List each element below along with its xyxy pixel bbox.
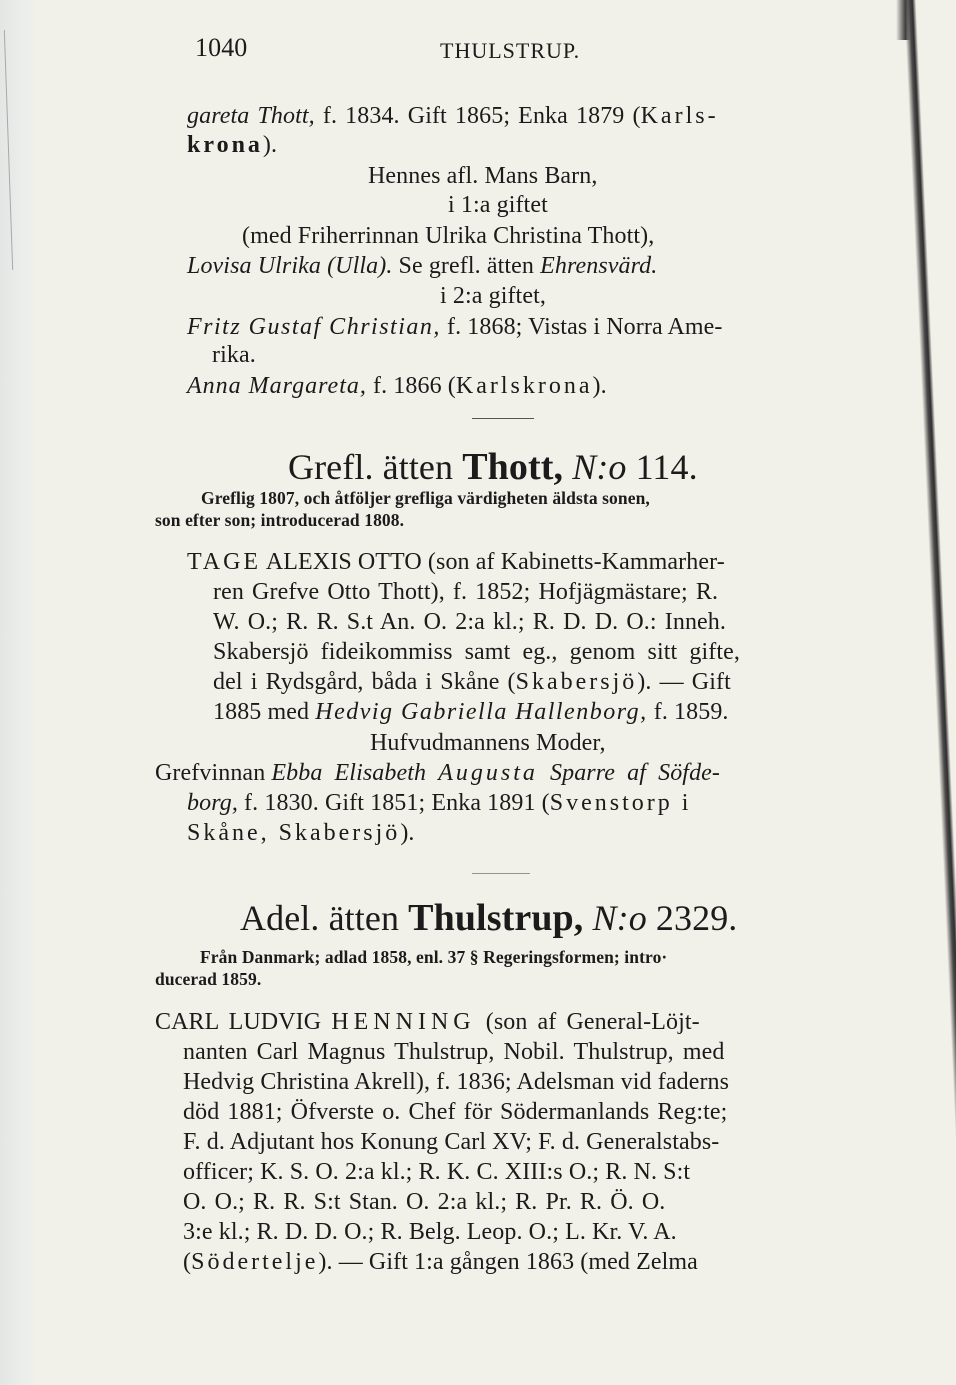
child-entry-cont: rika. [212,342,256,368]
head-entry-line: död 1881; Öfverste o. Chef för Södermanlands Reg:te; [183,1099,728,1125]
family-heading: Grefl. ätten Thott, N:o 114. [288,446,698,488]
text-line: gareta Thott, f. 1834. Gift 1865; Enka 1879 (Karls- [187,103,719,129]
text-line: krona). [187,132,278,158]
section-divider [472,418,534,419]
head-entry-line: officer; K. S. O. 2:a kl.; R. K. C. XIII:s O.; R. N. S:t [183,1159,691,1185]
head-entry-line: del i Rydsgård, båda i Skåne (Skabersjö). — Gift [213,669,731,695]
spouse-line: (med Friherrinnan Ulrika Christina Thott), [242,223,655,249]
head-entry-line: ren Grefve Otto Thott), f. 1852; Hofjägmästare; R. [213,579,719,605]
head-entry-line: nanten Carl Magnus Thulstrup, Nobil. Thulstrup, med [183,1039,725,1065]
family-intro-line: Från Danmark; adlad 1858, enl. 37 § Regeringsformen; intro· [200,947,668,967]
head-entry-line: O. O.; R. R. S:t Stan. O. 2:a kl.; R. Pr. R. Ö. O. [183,1189,666,1215]
child-entry: Lovisa Ulrika (Ulla). Se grefl. ätten Ehrensvärd. [187,253,658,279]
mother-heading: Hufvudmannens Moder, [370,730,606,756]
children-heading: Hennes afl. Mans Barn, [368,163,598,189]
section-divider [472,873,530,874]
mother-entry-line: borg, f. 1830. Gift 1851; Enka 1891 (Svenstorp i [187,790,692,816]
marriage-label: i 2:a giftet, [440,283,546,309]
head-entry-line: 3:e kl.; R. D. D. O.; R. Belg. Leop. O.; L. Kr. V. A. [183,1219,677,1245]
head-entry-line: TAGE ALEXIS OTTO (son af Kabinetts-Kammarher- [187,549,725,575]
head-entry-line: F. d. Adjutant hos Konung Carl XV; F. d. Generalstabs- [183,1129,720,1155]
child-entry: Anna Margareta, f. 1866 (Karlskrona). [187,373,607,399]
running-title: THULSTRUP. [440,38,581,63]
child-entry: Fritz Gustaf Christian, f. 1868; Vistas i Norra Ame- [187,314,723,340]
mother-entry-line: Grefvinnan Ebba Elisabeth Augusta Sparre af Söfde- [155,760,721,786]
head-entry-line: (Södertelje). — Gift 1:a gången 1863 (med Zelma [183,1249,698,1275]
family-intro-line: Greflig 1807, och åtföljer grefliga värdigheten äldsta sonen, [201,488,650,508]
page-number: 1040 [195,33,248,62]
head-entry-line: Skabersjö fideikommiss samt eg., genom sitt gifte, [213,639,740,665]
marriage-label: i 1:a giftet [448,192,548,218]
family-intro-line: son efter son; introducerad 1808. [155,510,405,530]
mother-entry-line: Skåne, Skabersjö). [187,820,415,846]
head-entry-line: CARL LUDVIG HENNING (son af General-Löjt- [155,1009,700,1035]
family-intro-line: ducerad 1859. [155,969,262,989]
head-entry-line: W. O.; R. R. S.t An. O. 2:a kl.; R. D. D. O.: Inneh. [213,609,726,635]
family-heading: Adel. ätten Thulstrup, N:o 2329. [240,897,738,939]
head-entry-line: Hedvig Christina Akrell), f. 1836; Adelsman vid faderns [183,1069,730,1095]
head-entry-line: 1885 med Hedvig Gabriella Hallenborg, f. 1859. [213,699,729,725]
